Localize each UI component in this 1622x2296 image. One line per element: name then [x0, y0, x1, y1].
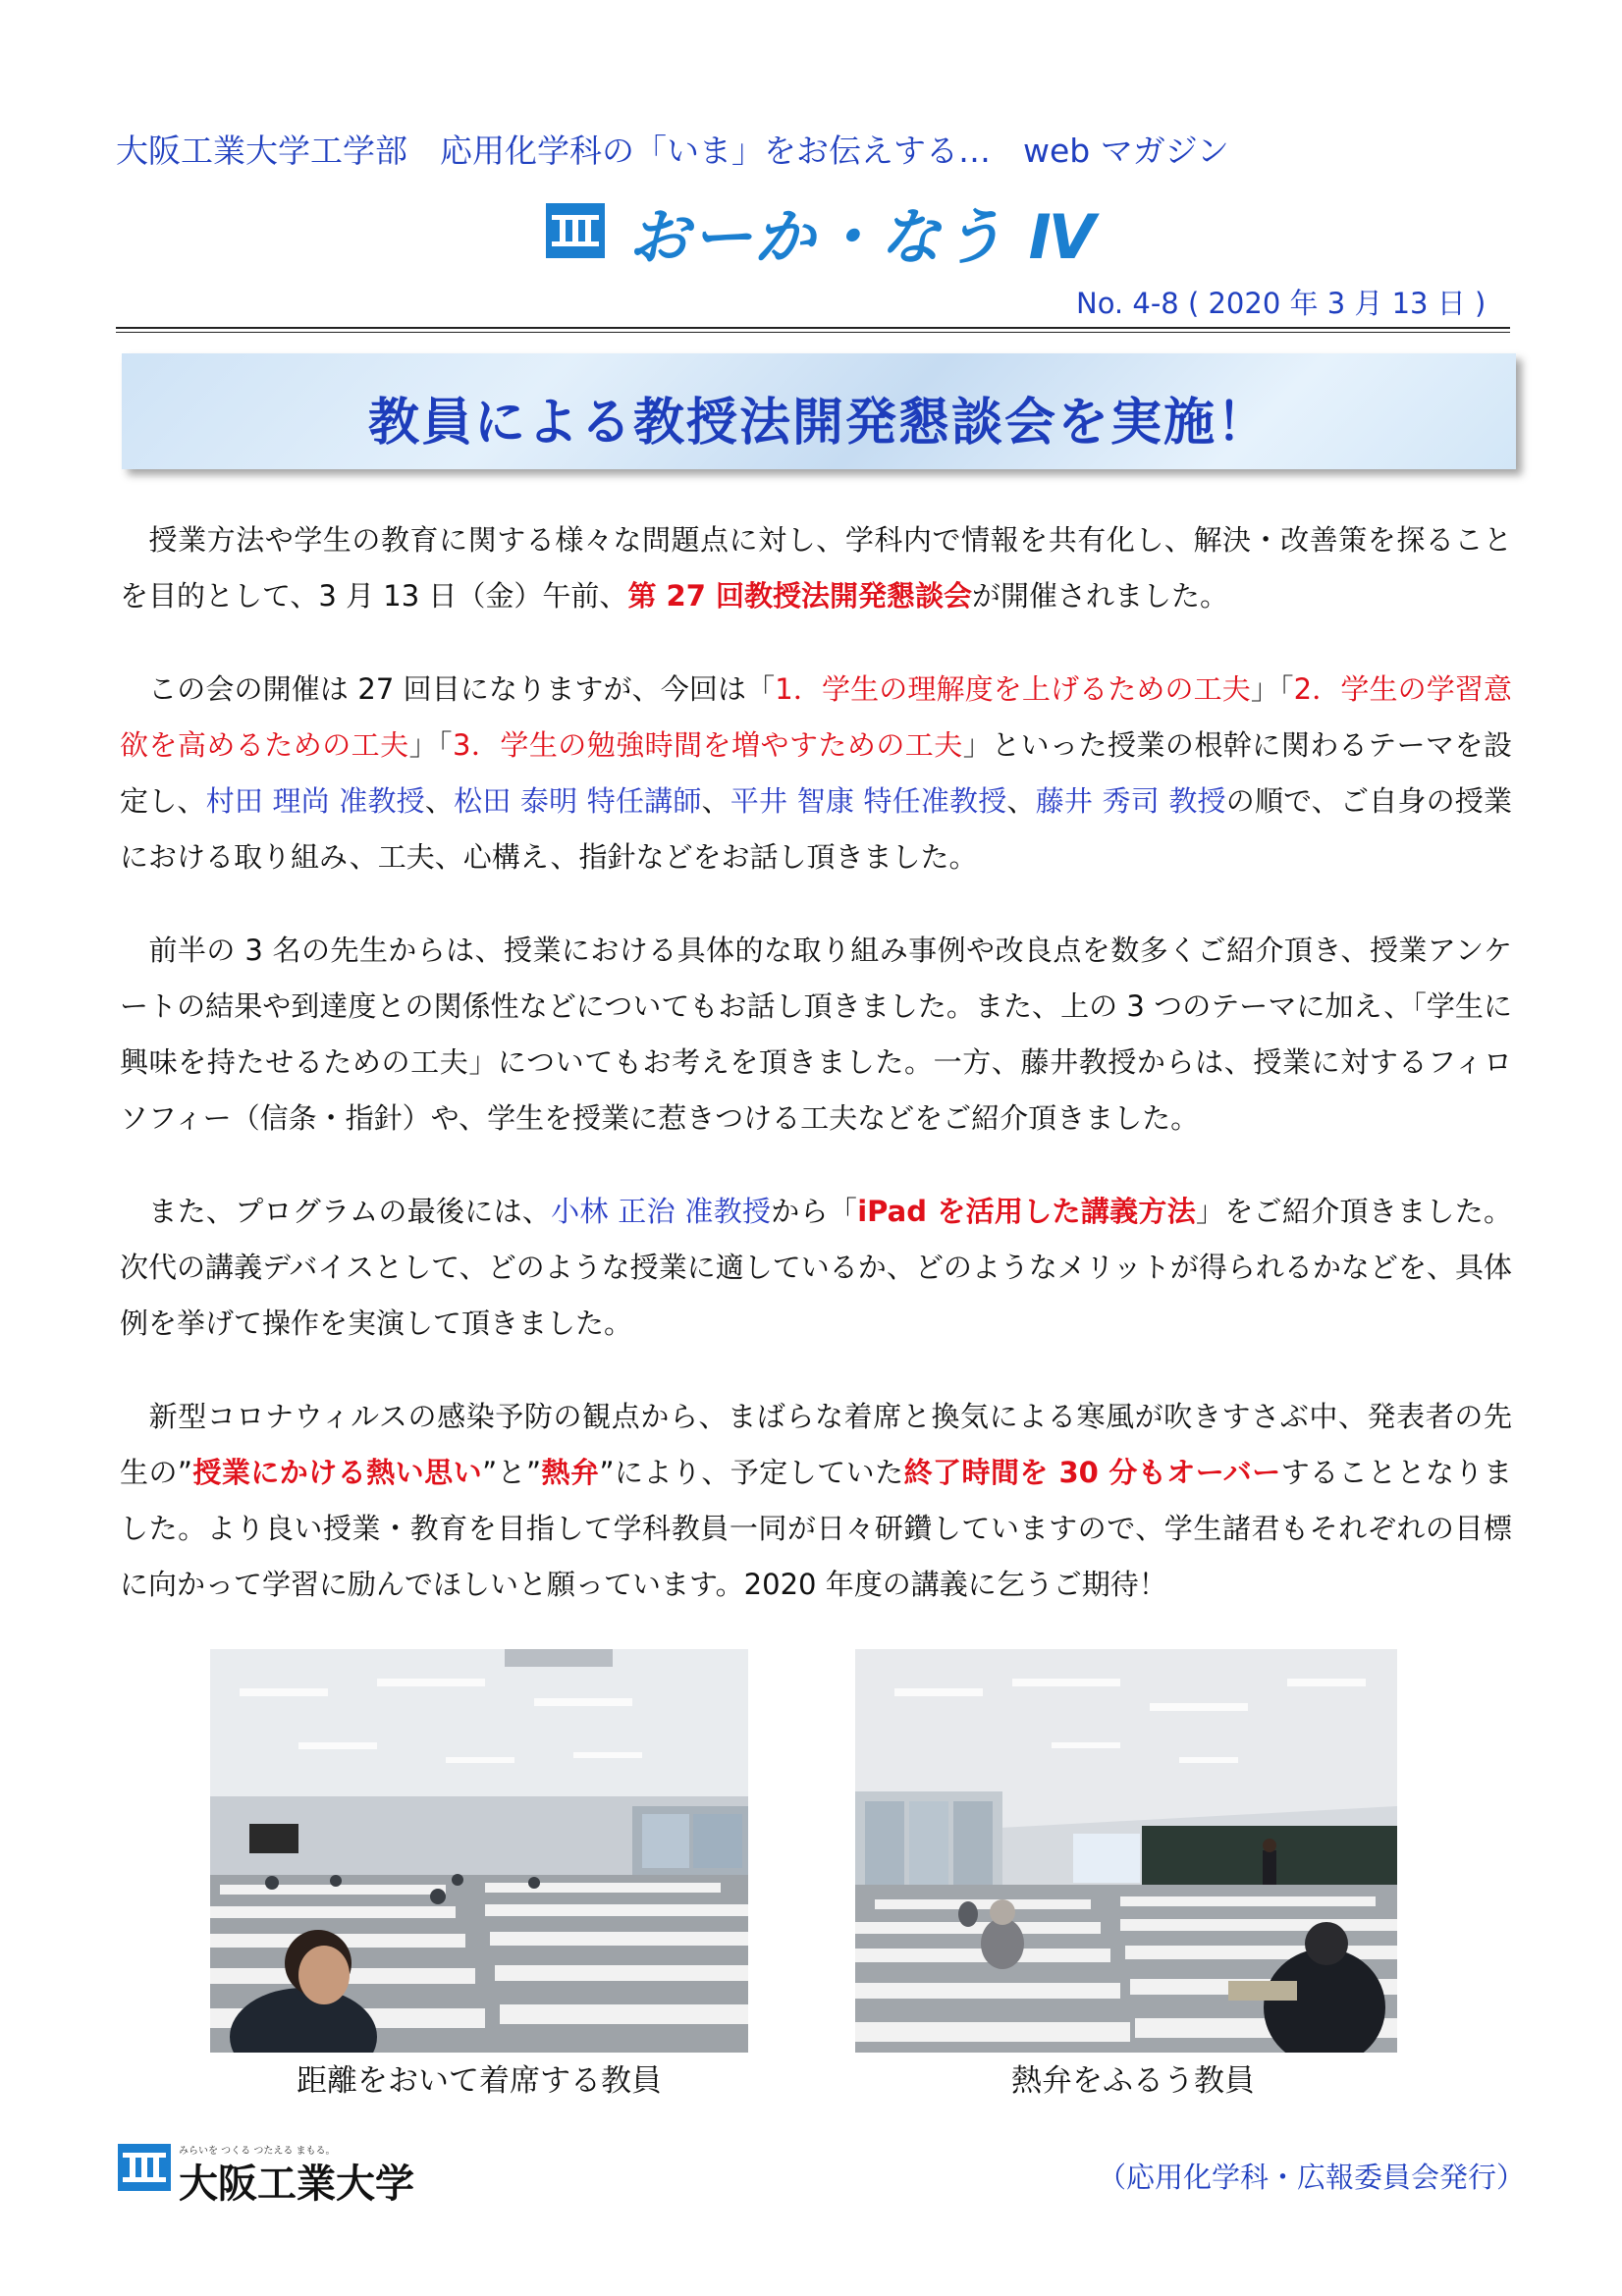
issue-number: No. 4-8 ( 2020 年 3 月 13 日 ) — [1076, 287, 1487, 320]
p5-highlight-overtime: 終了時間を 30 分もオーバー — [903, 1456, 1281, 1489]
university-name: 大阪工業大学 — [179, 2162, 414, 2207]
speaker-murata: 村田 理尚 准教授 — [205, 784, 425, 818]
photo-seated-faculty — [210, 1649, 748, 2053]
magazine-subtitle: 大阪工業大学工学部 応用化学科の「いま」をお伝えする… web マガジン — [116, 132, 1229, 170]
p1-highlight: 第 27 回教授法開発懇談会 — [627, 579, 972, 613]
university-logo-icon — [118, 2144, 171, 2191]
p4-sep: から「 — [771, 1195, 858, 1228]
speaker-kobayashi: 小林 正治 准教授 — [551, 1195, 772, 1228]
photo-speaker — [855, 1649, 1397, 2053]
p2-sep: 、 — [701, 784, 730, 818]
p5-text-end: することとなりました。より良い授業・教育を目指して学科教員一同が日々研鑽していますので、学生諸君もそれぞれの目標に向かって学習に励んでほしいと願っています。2020 年度の講義に乞うご期待！ — [120, 1456, 1512, 1601]
p2-sep: 」「 — [408, 728, 454, 762]
theme-3: 3．学生の勉強時間を増やすための工夫 — [453, 728, 963, 762]
p1-text-end: が開催されました。 — [972, 579, 1229, 613]
p4-text: また、プログラムの最後には、 — [148, 1195, 552, 1228]
p5-text: ”により、予定していた — [599, 1456, 904, 1489]
header-rule — [116, 327, 1510, 329]
university-tagline: みらいを つくる つたえる まもる。 — [179, 2146, 336, 2157]
speaker-matsuda: 松田 泰明 特任講師 — [454, 784, 702, 818]
p2-sep: 、 — [1006, 784, 1036, 818]
speaker-hirai: 平井 智康 特任准教授 — [730, 784, 1007, 818]
p2-text: この会の開催は 27 回目になりますが、今回は「 — [148, 672, 776, 706]
speaker-fujii: 藤井 秀司 教授 — [1035, 784, 1226, 818]
p2-sep: 」「 — [1250, 672, 1294, 706]
article-title: 教員による教授法開発懇談会を実施！ — [367, 394, 1270, 453]
ipad-topic: iPad を活用した講義方法 — [857, 1195, 1197, 1228]
p2-sep: 、 — [424, 784, 455, 818]
p4-text-end: 」をご紹介頂きました。次代の講義デバイスとして、どのような授業に適しているか、どのようなメリットが得られるかなどを、具体例を挙げて操作を実演して頂きました。 — [120, 1195, 1513, 1340]
paragraph-3 — [120, 923, 1512, 1147]
magazine-title: おーか・なう Ⅳ — [628, 201, 1098, 273]
title-banner — [122, 353, 1516, 469]
paragraph-5 — [120, 1389, 1512, 1613]
paragraph-1 — [120, 512, 1512, 624]
p2-text: 」といった授業の根幹に関わるテーマを設定し、 — [120, 728, 1512, 818]
p5-text: 新型コロナウィルスの感染予防の観点から、まばらな着席と換気による寒風が吹きすさぶ中、発表者の先生の” — [120, 1400, 1512, 1489]
caption-photo-2: 熱弁をふるう教員 — [1011, 2063, 1255, 2099]
header-rule-thin — [116, 332, 1510, 333]
caption-photo-1: 距離をおいて着席する教員 — [297, 2063, 662, 2099]
p1-text: 授業方法や学生の教育に関する様々な問題点に対し、学科内で情報を共有化し、解決・改善策を探ることを目的として、3 月 13 日（金）午前、 — [120, 523, 1512, 613]
p3-text: 前半の 3 名の先生からは、授業における具体的な取り組み事例や改良点を数多くご紹介頂き、授業アンケートの結果や到達度との関係性などについてもお話し頂きました。また、上の 3 つのテーマに加え、「学生に興味を持たせるための工夫」についてもお考えを頂きました。一方、藤井教授からは、授業に対するフィロソフィー（信条・指針）や、学生を授業に惹きつける工夫などをご紹介頂きました。 — [120, 934, 1512, 1135]
oit-logo-icon — [546, 203, 605, 258]
p5-highlight-speech: 熱弁 — [541, 1456, 600, 1489]
publisher-note: （応用化学科・広報委員会発行） — [1098, 2161, 1526, 2194]
p2-text-end: の順で、ご自身の授業における取り組み、工夫、心構え、指針などをお話し頂きました。 — [120, 784, 1512, 874]
paragraph-2 — [120, 662, 1512, 885]
paragraph-4 — [120, 1184, 1512, 1352]
p5-highlight-passion: 授業にかける熱い思い — [191, 1456, 483, 1489]
theme-2: 2．学生の学習意欲を高めるための工夫 — [120, 672, 1512, 762]
p5-sep: ”と” — [482, 1456, 542, 1489]
theme-1: 1．学生の理解度を上げるための工夫 — [775, 672, 1251, 706]
